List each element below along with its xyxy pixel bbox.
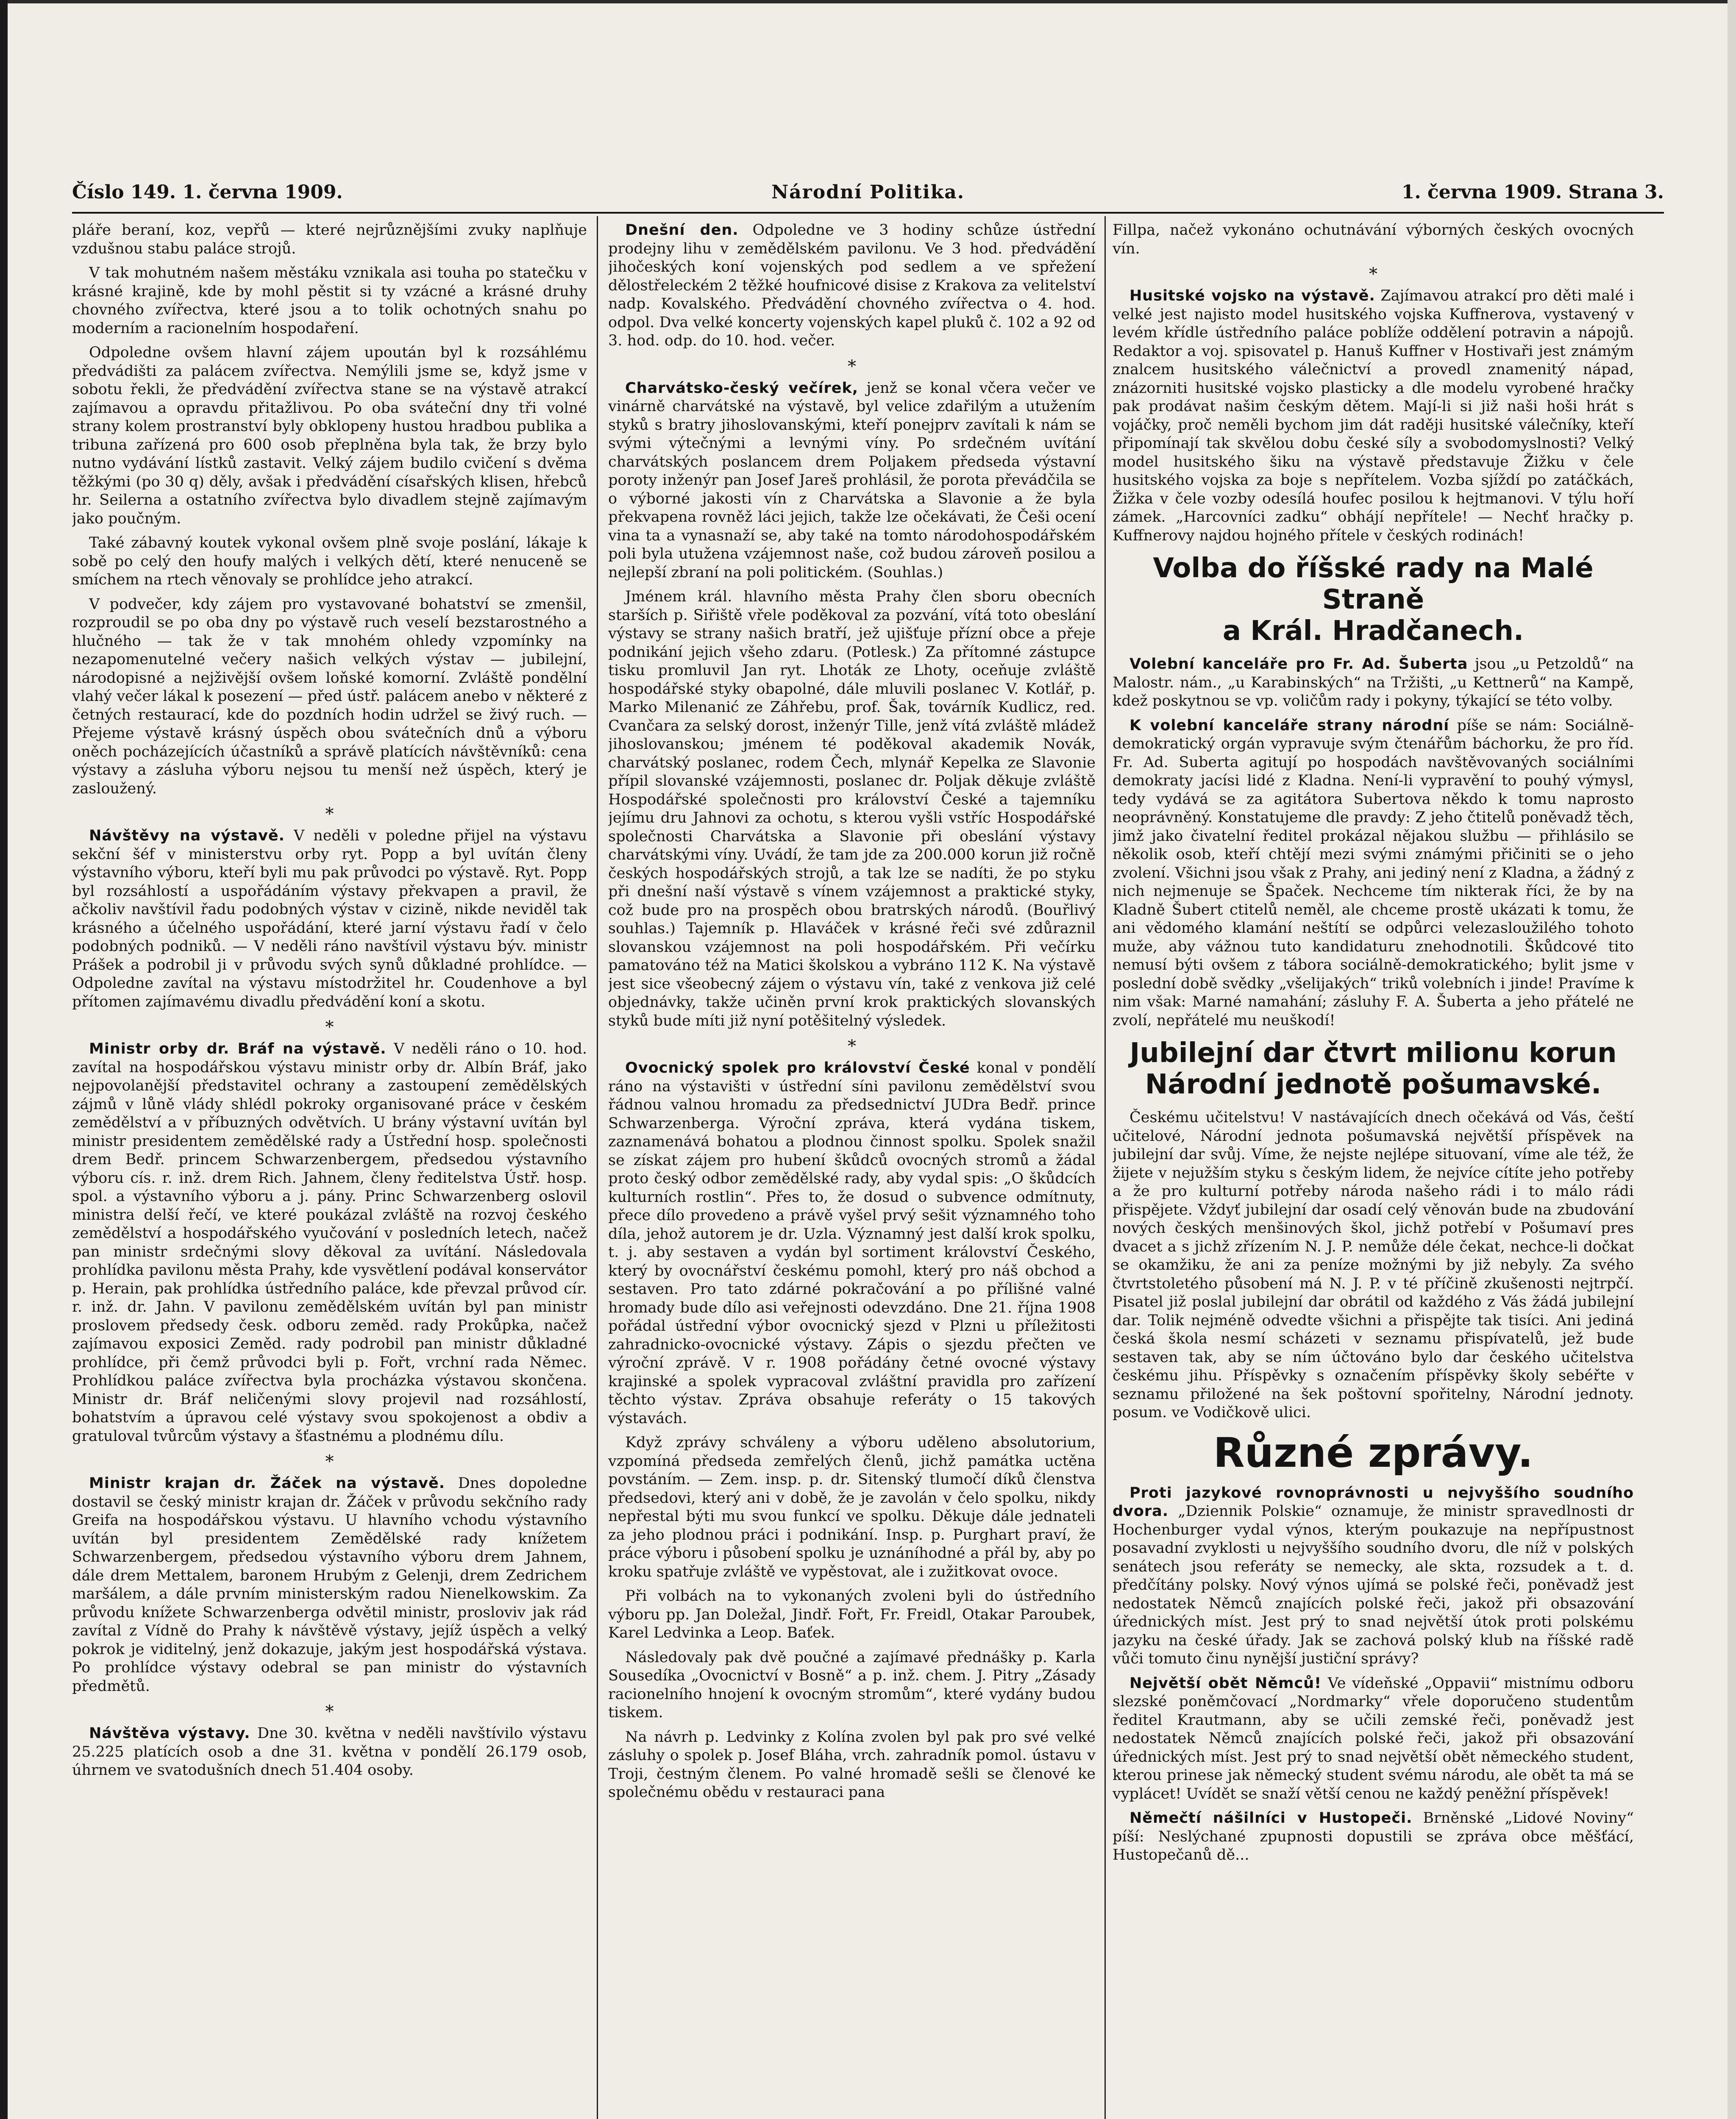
news-item-body: jenž se konal včera večer ve vinárně charvátské na výstavě, byl velice zdařilým a utužením styků s bratry jihoslovanskými, kteří ponejprv zavítali k nám se svými výtečnými a levnými víny. Po srdečném uvítání charvátských poslancem drem Poljakem předseda výstavní poroty inženýr pan Josef Jareš prohlásil, že porota převádčila se o výborné jakosti vín z Charvátska a Slavonie a že byla překvapena rovněž láci jejich, takže lze očekávati, že Češi ocení vina ta a vynasnaží se, aby také na tomto národohospodářském poli byla utužena vzájemnost naše, což budou zároveň posilou a nejlepší zbraní na poli politickém. (Souhlas.) [608, 379, 1096, 581]
headline-jubilee [1113, 1037, 1634, 1100]
news-item-lead: Ovocnický spolek pro království České [625, 1060, 970, 1076]
news-item-body: Dne 30. května v neděli navštívilo výstavu 25.225 platících osob a dne 31. května v pondělí 26.179 osob, úhrnem ve svatodušních dnech 51.404 osoby. [72, 1725, 587, 1779]
headline-election [1113, 553, 1634, 647]
news-item-lead: Charvátsko-český večírek, [625, 379, 859, 397]
news-item-body: Zajímavou atrakcí pro děti malé i velké jest najisto model husitského vojska Kuffnerova, vystavený v levém křídle ústředního paláce poblíže oddělení potravin a nápojů. Redaktor a voj. spisovatel p. Hanuš Kuffner v Hostivaři jest známým znalcem husitského válečnictví a provedl znamenitý nápad, znázorniti husitské vojsko plasticky a dle modelu vyrobené hračky pak prodávat našim českým dětem. Mají-li si již naši hoši hrát s vojáčky, proč neměli bychom jim dát raději husitské válečníky, kteří připomínají tak skvělou dobu české síly a svobodomyslnosti? Velký model husitského šiku na výstavě představuje Žižku v čele husitského vojska za boje s nepřítelem. Vozba sjíždí po zatáčkách, Žižka v čele vozby odesílá houfec posilou k hejtmanovi. V týlu hoří zámek. „Harcovníci zadku“ obhájí nepřítele! — Nechť hračky p. Kuffnerovy najdou hojného přítele v českých rodinách! [1113, 287, 1634, 544]
article-paragraph: V podvečer, kdy zájem pro vystavované bohatství se zmenšil, rozproudil se po oba dny po výstavě ruch veselí bezstarostného a hlučného — tak že v tak mnohém ohledy vzpomínky na nezapomenutelné večery našich velkých výstav — jubilejní, národopisné a nejživější ovšem loňské komorní. Zvláště pondělní vlahý večer lákal k posezení — před ústř. palácem anebo v některé z četných restaurací, kde do pozdních hodin udržel se živý ruch. — Přejeme výstavě krásný úspěch obou svátečních dnů a výboru oněch pocházejících účastníků a správě platících návštěvníků: cena výstavy a zásluha výboru nejsou tu menší než úspěch, který je zasloužený. [72, 595, 587, 797]
news-item-lead: Volební kanceláře pro Fr. Ad. Šuberta [1130, 656, 1468, 673]
news-item-lead: Proti jazykové rovnoprávnosti u nejvyššího soudního dvora. [1113, 1484, 1634, 1520]
news-item-body: jsou „u Petzoldů“ na Malostr. nám., „u Karabinských“ na Tržišti, „u Kettnerů“ na Kampě, kdež poskytnou se vp. voličům rady i pokyny, týkající se této volby. [1113, 656, 1634, 709]
article-paragraph: Když zprávy schváleny a výboru uděleno absolutorium, vzpomíná předseda zemřelých členů, jichž památka uctěna povstáním. — Zem. insp. p. dr. Sitenský tlumočí díků členstva předsedovi, který ani v době, že je zavolán v čelo spolku, nikdy nepřestal býti mu svou funkcí ve spolku. Děkuje dále jednateli za jeho plodnou práci i podnikání. Insp. p. Purghart praví, že práce výboru i působení spolku je uznáníhodné a přál by, aby po kroku spatřuje zvláště ve vypěstovat, ale i zužitkovat ovoce. [608, 1434, 1096, 1580]
news-item-lead: Němečtí nášilníci v Hustopeči. [1130, 1810, 1413, 1827]
article-paragraph: Odpoledne ovšem hlavní zájem upoután byl k rozsáhlému předvádišti za palácem zvířectva. Nemýlili jsme se, když jsme v sobotu řekli, že předvádění zvířectva stane se na výstavě atrakcí zajímavou a opravdu přitažlivou. Po oba sváteční dny tři volné strany kolem prostranství byly obklopeny hustou hradbou publika a tribuna zařízená pro 600 osob přeplněna byla tak, že brzy bylo nutno vydávání lístků zastavit. Velký zájem budilo cvičení s dvěma těžkými (po 30 q) děly, avšak i předvádění císařských klisen, hřebců hr. Seilerna a ostatního zvířectva bylo divadlem stejně zajímavým jako poučným. [72, 344, 587, 527]
news-item-lead: Husitské vojsko na výstavě. [1130, 287, 1375, 304]
column-3 [1113, 221, 1634, 2119]
news-item [608, 1059, 1096, 1428]
newspaper-title: Národní Politika. [771, 181, 965, 203]
scan-right-edge [1728, 0, 1736, 2119]
headline-line: a Král. Hradčanech. [1222, 615, 1524, 647]
article-paragraph: Fillpa, načež vykonáno ochutnávání výborných českých ovocných vín. [1113, 222, 1634, 257]
column-divider-2 [1104, 216, 1106, 2119]
news-item [1113, 1809, 1634, 1865]
article-paragraph: Českému učitelstvu! V nastávajících dnech očekává od Vás, čeští učitelové, Národní jednota pošumavská největší příspěvek na jubilejní dar svůj. Víme, že nejste nejlépe situovaní, víme ale též, že žijete v nejužším styku s českým lidem, že nejvíce cítíte jeho potřeby a že pro kulturní potřeby národa našeho rádi i to málo rádi přispějete. Vždyť jubilejní dar osadí celý věnován bude na zbudování nových českých menšinových škol, jichž potřebí v Pošumaví pres dvacet a s jichž zřízením N. J. P. nemůže déle čekat, nechce-li dočkat se okamžiku, že ani za peníze možnými by již nebyly. Za svého čtvrtstoletého působení má N. J. P. v té příčině zkušenosti nejtrpčí. Pisatel již poslal jubilejní dar obrátil od každého z Vás žádá jubilejní dar. Tolik nejméně odvedte všichni a přispějte tak tisíci. Ani jediná česká škola nesmí scházeti v seznamu přispívatelů, jež bude sestaven tak, aby se ním účtováno bylo dar českého učitelstva českému jihu. Příspěvky s označením příspěvky školy sebéřte v seznamu přiložené na šek poštovní spořitelny, Národní jednoty. posum. ve Vodičkově ulici. [1113, 1109, 1634, 1421]
headline-line: Volba do říšské rady na Malé Straně [1153, 553, 1594, 615]
section-separator: * [848, 1037, 856, 1056]
news-item-body: Brněnské „Lidové Noviny“ píší: Neslýchané zpupnosti dopustili se zpráva obce měšťácí, Hustopečanů dě... [1113, 1810, 1634, 1863]
news-item [72, 827, 587, 1011]
news-item-body: V neděli v poledne přijel na výstavu sekční šéf v ministerstvu orby ryt. Popp a byl uvítán členy výstavního výboru, kteří byli mu pak průvodci po výstavě. Ryt. Popp byl rozsáhlostí a uspořádáním výstavy překvapen a pravil, že ačkoliv navštívil řadu podobných výstav v cizině, nikde neviděl tak krásného a účelného uspořádání, které jarní výstavu řadí v čelo podobných podniků. — V neděli ráno navštívil výstavu býv. ministr Prášek a podrobil ji v průvodu svých synů důkladné prohlídce. — Odpoledne zavítal na výstavu místodržitel hr. Coudenhove a byl přítomen zajímavému divadlu předvádění koní a skotu. [72, 827, 587, 1010]
article-paragraph: pláře beraní, koz, vepřů — které nejrůznějšími zvuky naplňuje vzdušnou stabu paláce strojů. [72, 222, 587, 257]
news-item-body: V neděli ráno o 10. hod. zavítal na hospodářskou výstavu ministr orby dr. Albín Bráf, jako nejpovolanější představitel ochrany a zastoupení zemědělských zájmů v lůně vlády shlédl pokroky organisované práce v českém zemědělství a v příbuzných odvětvích. U brány výstavní uvítán byl ministr presidentem zemědělské rady a Ústřední hosp. společnosti drem Bedř. princem Schwarzenbergem, předsedou výstavního výboru cís. r. inž. drem Rich. Jahnem, členy ředitelstva Ústř. hosp. spol. a výstavního výboru a j. pány. Princ Schwarzenberg oslovil ministra delší řečí, ve které poukázal zvláště na rozvoj českého zemědělství a hospodářského vyučování v posledních letech, načež pan ministr srdečnými slovy děkoval za uvítání. Následovala prohlídka pavilonu města Prahy, kde vysvětlení podával konservátor p. Herain, pak prohlídka ústředního paláce, kde převzal průvod cír. r. inž. dr. Jahn. V pavilonu zemědělském uvítán byl pan ministr proslovem předsedy česk. odboru zeměd. rady Prokůpka, načež zajímavou exposici Zeměd. rady podrobil pan ministr důkladné prohlídce, při čemž průvodci byli p. Fořt, vrchní rada Němec. Prohlídkou paláce zvířectva byla procházka výstavou skončena. Ministr dr. Bráf neličenými slovy projevil nad rozsáhlostí, bohatstvím a úpravou celé výstavy svou spokojenost a obdiv a gratuloval tvůrcům výstavy a šťastnému a plodnému dílu. [72, 1040, 587, 1445]
news-item-body: konal v pondělí ráno na výstavišti v ústřední síni pavilonu zemědělství svou řádnou valnou hromadu za předsednictví JUDra Bedř. prince Schwarzenberga. Výroční zpráva, která vydána tiskem, zaznamenává bohatou a plodnou činnost spolku. Spolek snažil se získat zájem pro hubení škůdců ovocných stromů a žádal proto český odbor zemědělské rady, aby vydal spis: „O škůdcích kulturních rostlin“. Přes to, že dosud o subvence odmítnuty, přece dílo provedeno a právě vyšel prvý sešit významného toho díla, jehož autorem je dr. Uzla. Významný jest další krok spolku, t. j. aby sestaven a vydán byl sortiment království Českého, který by ovocnářství českému pomohl, který pro náš obchod a sestaven. Pro tato zdárné pokračování a po přílišné valné hromady bude dílo asi veřejnosti odevzdáno. Dne 21. října 1908 pořádal ústřední výbor ovocnický sjezd v Plzni u příležitosti zahradnicko-ovocnické výstavy. Zápis o sjezdu přečten ve výroční zprávě. V r. 1908 pořádány četné ovocné výstavy krajinské a spolek vypracoval zvláštní pravidla pro zařízení těchto výstav. Zpráva obsahuje referáty o 15 takových výstavách. [608, 1060, 1096, 1427]
scan-left-edge [0, 0, 8, 2119]
news-item-body: Odpoledne ve 3 hodiny schůze ústřední prodejny lihu v zemědělském pavilonu. Ve 3 hod. předvádění jihočeských koní vojenských pod sedlem a ve spřežení dělostřeleckém 2 těžké houfnicové disise z Krakova za velitelství nadp. Kovalského. Předvádění chovného zvířectva o 4. hod. odpol. Dva velké koncerty vojenských kapel pluků č. 102 a 92 od 3. hod. odp. do 10. hod. večer. [608, 222, 1096, 349]
news-item [72, 1724, 587, 1780]
news-item-body: píše se nám: Sociálně-demokratický orgán vypravuje svým čtenářům báchorku, že pro říd. Fr. Ad. Suberta agitují po hospodách navštěvovaných sociálními demokraty jacísi lidé z Kladna. Není-li vypravění to pouhý výmysl, tedy vydává se za agitátora Subertova někdo k tomu naprosto neoprávněný. Konstatujeme dle pravdy: Z jeho čtitelů poněvadž těch, jimž jako čivatelní ředitel prokázal nějakou službu — přihlásilo se několik osob, kteří chtějí mezi svými známými přičiniti se o jeho zvolení. Všichni jsou však z Prahy, ani jediný není z Kladna, a žádný z nich nejmenuje se Špaček. Nechceme tím nikterak říci, že by na Kladně Šubert ctitelů neměl, ale chceme prostě ukázati k tomu, že ani vědomého klamání neštítí se odpůrci velezasloužilého tohoto muže, aby vážnou tuto kandidaturu znehodnotili. Škůdcové tito nemusí býti ovšem z tábora sociálně-demokratického; bylit jsme v poslední době svědky „všelijakých“ triků volebních i jinde! Pravíme k nim však: Marné namahání; zásluhy F. A. Šuberta a jeho přátelé ne zvolí, nepřátelé mu neuškodí! [1113, 717, 1634, 1029]
headline-line: Různé zprávy. [1213, 1429, 1533, 1477]
section-separator: * [1369, 264, 1377, 284]
headline-line: Jubilejní dar čtvrt milionu korun [1130, 1037, 1617, 1069]
article-paragraph: V tak mohutném našem městáku vznikala asi touha po statečku v krásné krajině, kde by mohl pěstit si ty vzácné a krásné druhy chovného zvířectva, které jsou a to tolik ochotných snahu po moderním a racionelním hospodaření. [72, 264, 587, 337]
article-paragraph: Následovaly pak dvě poučné a zajímavé přednášky p. Karla Sousedíka „Ovocnictví v Bosně“ a p. inž. chem. J. Pitry „Zásady racionelního hnojení k ovocným stromům“, které vydány budou tiskem. [608, 1649, 1096, 1721]
news-item-lead: Návštěva výstavy. [89, 1725, 250, 1742]
news-item-body: Dnes dopoledne dostavil se český ministr krajan dr. Žáček v průvodu sekčního rady Greifa na hospodářskou výstavu. U hlavního vchodu výstavního uvítán byl presidentem Zemědělské rady knížetem Schwarzenbergem, předsedou výstavního výboru drem Jahnem, dále drem Mettalem, baronem Hrubým z Gelenji, drem Zedrichem maršálem, a dále prvním ministerským radou Nienelkowskim. Za průvodu knížete Schwarzenberga odvětil ministr, prosloviv jak rád zavítal z Vídně do Prahy k návštěvě výstavy, jejíž úspěch a velký pokrok je viditelný, jenž dokazuje, jakým jest hospodářská výstava. Po prohlídce výstavy odebral se pan ministr do výstavních předmětů. [72, 1475, 587, 1695]
masthead-rule [72, 212, 1664, 214]
section-separator: * [325, 1702, 334, 1721]
article-paragraph: Jménem král. hlavního města Prahy člen sboru obecních starších p. Siřiště vřele poděkoval za pozvání, vítá toto obeslání výstavy se strany našich bratří, jež ujišťuje přízní obce a přeje podnikání jejich všeho zdaru. (Potlesk.) Za přítomné zástupce tisku promluvil Jan ryt. Lhoták ze Lhoty, oceňuje zvláště hospodářské styky obapolné, dále mluvili poslanec V. Kotlář, p. Marko Milenanić ze Záhřebu, prof. Šak, továrník Kudlicz, red. Cvančara za selský dorost, inženýr Tille, jenž vítá zvláště mládež jihoslovanskou; jménem té poděkoval akademik Novák, charvátský poslanec, rodem Čech, mlynář Kepelka ze Slavonie přípil slovanské vzájemnosti, poslanec dr. Poljak děkuje zvláště Hospodářské společnosti pro království České a tajemníku jejímu dru Jahnovi za ochotu, s kterou vyšli vstříc Hospodářské společnosti Charvátska a Slavonie při obeslání výstavy charvátskými víny. Uvádí, že tam jde za 200.000 korun již ročně českých hospodářských strojů, a tak lze se nadíti, že po styku při dnešní naší výstavě s vínem vzájemnost a praktické styky, což bude pro na prospěch obou bratrských národů. (Bouřlivý souhlas.) Tajemník p. Hlaváček v krásné řeči své zdůraznil slovanskou vzájemnost na poli hospodářském. Při večírku pamatováno též na Matici školskou a vybráno 112 K. Na výstavě jest sice všeobecný zájem o výstavu vín, také z venkova již celé objednávky, takže učiněn první krok praktických slovanských styků bude míti již nyní potěšitelný výsledek. [608, 588, 1096, 1029]
column-1 [72, 221, 587, 2119]
news-item [72, 1040, 587, 1446]
news-item [1113, 287, 1634, 545]
news-item-lead: Návštěvy na výstavě. [89, 827, 285, 844]
article-paragraph: Také zábavný koutek vykonal ovšem plně svoje poslání, lákaje k sobě po celý den houfy malých i velkých dětí, které nenuceně se smíchem na rtech věnovaly se prohlídce jeho atrakcí. [72, 534, 587, 588]
article-paragraph: Při volbách na to vykonaných zvoleni byli do ústředního výboru pp. Jan Doležal, Jindř. Fořt, Fr. Freidl, Otakar Paroubek, Karel Ledvinka a Leop. Baťek. [608, 1588, 1096, 1641]
section-separator: * [325, 1452, 334, 1471]
article-paragraph: Na návrh p. Ledvinky z Kolína zvolen byl pak pro své velké zásluhy o spolek p. Josef Bláha, vrch. zahradník pomol. ústavu v Troji, čestným členem. Po valné hromadě sešli se členové ke společnému obědu v restauraci pana [608, 1728, 1096, 1801]
news-item-lead: Ministr krajan dr. Žáček na výstavě. [89, 1475, 445, 1492]
news-item [1113, 1484, 1634, 1669]
news-item [608, 221, 1096, 350]
section-separator: * [325, 1018, 334, 1037]
page-date-number: 1. června 1909. Strana 3. [1401, 181, 1664, 203]
news-item [1113, 655, 1634, 711]
news-item-body: Ve vídeňské „Oppavii“ mistnímu odboru slezské poněmčovací „Nordmarky“ vřele doporučeno studentům ředitel Krautmann, aby se učili zemské řeči, poněvadž jest nedostatek Němců znajících polské řeči, jakož při obsazování úřednických míst. Jest prý to snad největší obět německého student, kterou prinese jak německý student svému národu, ale obět ta má se vyplácet! Uvídět se snaží větší cenou ne každý peněžní příspěvek! [1113, 1674, 1634, 1802]
news-item-lead: Ministr orby dr. Bráf na výstavě. [89, 1040, 387, 1057]
column-divider-1 [597, 216, 598, 2119]
headline-line: Národní jednotě pošumavské. [1145, 1069, 1602, 1100]
column-2 [608, 221, 1096, 2119]
news-item [1113, 1674, 1634, 1804]
headline-various-news [1113, 1430, 1634, 1476]
news-item [1113, 717, 1634, 1030]
news-item-lead: K volební kanceláře strany národní [1130, 717, 1449, 734]
scan-top-edge [0, 0, 1736, 3]
issue-number-date: Číslo 149. 1. června 1909. [72, 181, 343, 203]
section-separator: * [325, 804, 334, 824]
news-item [608, 379, 1096, 582]
section-separator: * [848, 356, 856, 376]
news-item-body: „Dziennik Polskie“ oznamuje, že ministr spravedlnosti dr Hochenburger vydal výnos, kterým poukazuje na nepřípustnost posavadní zvyklosti u nejvyššího soudního dvoru, dle níž v polských senátech jsou referáty se nemecky, ale skta, rozsudek a t. d. předčítány polsky. Nový výnos ujímá se polské řeči, poněvadž jest nedostatek Němců znajících polské řeči, jakož při obsazování úřednických míst. Jest prý to snad největší útok proti polskému jazyku na české úřady. Jak se zachová polský klub na říšské radě vůči tomuto činu nynější justiční správy? [1113, 1503, 1634, 1667]
news-item-lead: Největší obět Němců! [1130, 1674, 1322, 1692]
news-item-lead: Dnešní den. [625, 222, 739, 239]
news-item [72, 1474, 587, 1696]
masthead [72, 181, 1664, 209]
